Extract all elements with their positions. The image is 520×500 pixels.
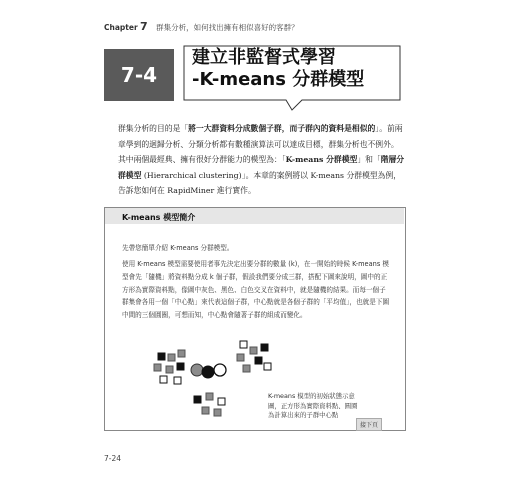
data-point-square [264, 363, 271, 370]
data-point-square [154, 364, 161, 371]
centroid-circle [191, 364, 203, 376]
para-emphasis-2: K-means 分群模型 [285, 155, 358, 164]
data-point-square [194, 396, 201, 403]
data-point-square [261, 344, 268, 351]
data-point-square [178, 350, 185, 357]
section-number-box [104, 49, 174, 101]
data-point-square [160, 376, 167, 383]
data-point-square [177, 363, 184, 370]
para-text-g: (Hierarchical clustering)」。本章的案例將以 K-means 分群模型為例，告訴您如何在 RapidMiner 進行實作。 [118, 170, 402, 195]
centroid-circle [214, 364, 226, 376]
chapter-title: 群集分析，如何找出擁有相似喜好的客群？ [156, 23, 299, 32]
data-point-square [168, 354, 175, 361]
centroid-circle [202, 366, 214, 378]
figure-caption: K-means 模型的初始狀態示意圖，正方形為實際資料點、圓圈為計算出來的子群中心點 [268, 392, 358, 419]
running-header [104, 20, 299, 33]
chapter-number: 7 [140, 20, 148, 33]
info-box-paragraph: 使用 K-means 模型需要使用者事先決定出要分群的數量 (k)，在一開始的時候 K-means 模型會先「隨機」將資料點分成 k 個子群，假設我們要分成三群，搭配下圖來說明，圖中的正方形為實際資料點，像圖中灰色、黑色、白色交叉在資料中，就是隨機的結果。而每一個子群集會各用一個「中心點」來代表這個子群，中心點就是各個子群的「平均值」，也就是下圖中間的三個圓圈，可想而知，中心點會隨著子群的組成而變化。 [122, 260, 390, 320]
continue-next-page-label: 接下頁 [356, 418, 382, 431]
data-point-square [218, 398, 225, 405]
data-point-square [214, 409, 221, 416]
section-title [192, 47, 364, 91]
data-point-square [206, 393, 213, 400]
chapter-word: Chapter [104, 23, 138, 32]
info-box-title: K-means 模型簡介 [122, 213, 196, 222]
data-point-square [237, 354, 244, 361]
info-box-intro: 先帶您簡單介紹 K-means 分群模型。 [122, 244, 234, 252]
para-emphasis-3: 階層分群模型 [118, 155, 405, 180]
para-text-e: 」和「 [357, 155, 381, 164]
data-point-square [255, 357, 262, 364]
para-emphasis-1: 將一大群資料分成數個子群，而子群內的資料是相似的 [188, 124, 376, 133]
data-point-square [243, 365, 250, 372]
para-text-c: 」。前兩章學到的迴歸分析、分類分析都有數種演算法可以達成目標，群集分析也不例外。其中兩個最經典、擁有很好分群能力的模型為：「 [118, 124, 403, 164]
para-text-a: 群集分析的目的是「 [118, 124, 189, 133]
page-number: 7-24 [104, 454, 122, 463]
data-point-square [250, 347, 257, 354]
data-point-square [240, 341, 247, 348]
section-title-line1: 建立非監督式學習 [192, 47, 336, 68]
section-title-line2: -K-means 分群模型 [192, 69, 365, 90]
data-point-square [158, 353, 165, 360]
data-point-square [202, 407, 209, 414]
data-point-square [174, 377, 181, 384]
data-point-square [166, 366, 173, 373]
body-paragraph [118, 121, 406, 199]
section-number: 7-4 [120, 63, 158, 87]
